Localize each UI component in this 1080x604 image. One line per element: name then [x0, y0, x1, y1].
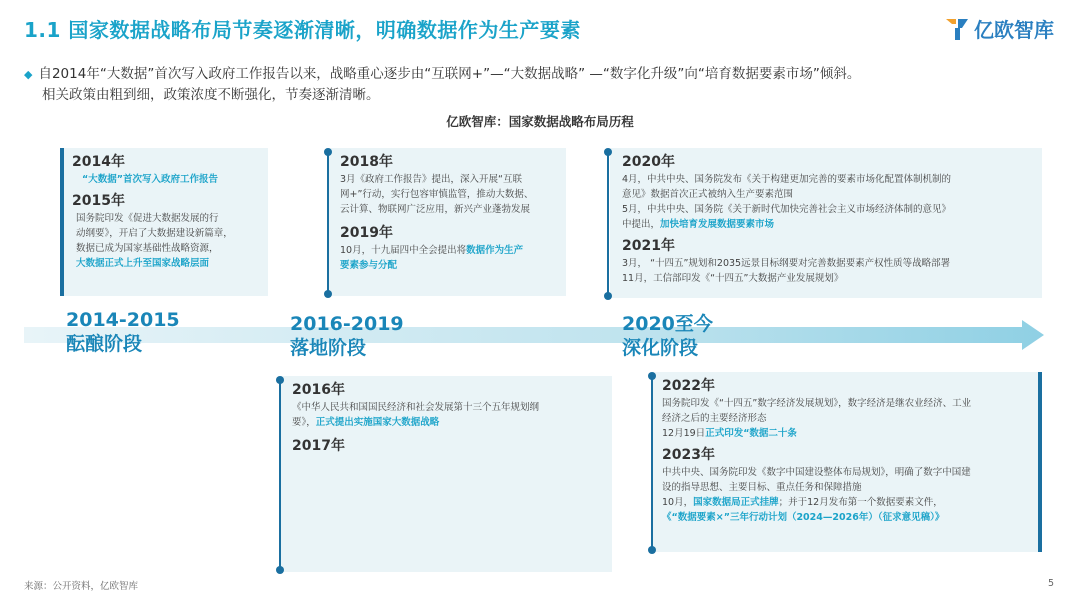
stage-3-years: 2020至今 [622, 313, 713, 335]
box-5-bottom-dot [648, 546, 656, 554]
event-2014: “大数据”首次写入政府工作报告 [82, 174, 218, 185]
event-2018-line-2: 网+”行动，实行包容审慎监管，推动大数据、 [340, 189, 534, 200]
event-box-2014-2015 [60, 148, 268, 296]
box-5-right-accent-bar [1038, 372, 1042, 552]
year-2018: 2018年 [340, 154, 393, 170]
logo [944, 14, 1054, 43]
event-box-2016-2017 [280, 376, 612, 572]
year-2014: 2014年 [72, 154, 125, 170]
event-2022-line-2: 经济之后的主要经济形态 [662, 413, 767, 424]
stage-2-years: 2016-2019 [290, 313, 404, 335]
logo-text: 亿欧智库 [974, 18, 1054, 42]
box-5-timeline-line [651, 376, 653, 548]
box-accent-bar [60, 148, 64, 296]
event-2023-highlight: 国家数据局正式挂牌 [693, 497, 779, 508]
stage-2-name: 落地阶段 [290, 337, 367, 359]
page-title: 1.1 国家数据战略布局节奏逐渐清晰，明确数据作为生产要素 [24, 18, 581, 42]
stage-1-years: 2014-2015 [66, 309, 180, 331]
stage-2-label [290, 312, 404, 360]
event-2015-line-2: 动纲要》，开启了大数据建设新篇章， [76, 228, 233, 239]
stage-3-label [622, 312, 713, 360]
event-2020-text: 中提出， [622, 219, 661, 230]
stage-1-name: 酝酿阶段 [66, 333, 143, 355]
event-2023-line-3 [662, 495, 1040, 510]
diamond-bullet-icon: ◆ [24, 68, 33, 81]
event-2020-line-1: 4月，中共中央、国务院发布《关于构建更加完善的要素市场化配置体制机制的 [622, 174, 952, 185]
event-2015-line-3: 数据已成为国家基础性战略资源， [76, 243, 219, 254]
year-2015: 2015年 [72, 193, 125, 209]
event-2015-line-1: 国务院印发《促进大数据发展的行 [76, 213, 219, 224]
event-2022-line-1: 国务院印发《“十四五”数字经济发展规划》，数字经济是继农业经济、工业 [662, 398, 972, 409]
event-2016-line-2 [292, 415, 608, 430]
box-2-bottom-dot [324, 290, 332, 298]
event-2015-line-4: 大数据正式上升至国家战略层面 [76, 258, 210, 269]
event-2022-line-3 [662, 426, 1040, 441]
box-4-bottom-dot [276, 566, 284, 574]
year-2023: 2023年 [662, 447, 715, 463]
event-2020-line-3: 5月，中共中央、国务院《关于新时代加快完善社会主义市场经济体制的意见》 [622, 204, 952, 215]
event-2023-text: 10月， [662, 497, 694, 508]
event-2016-text: 要》， [292, 417, 316, 428]
event-2021-line-1: 3月， “十四五”规划和2035远景目标纲要对完善数据要素产权性质等战略部署 [622, 258, 951, 269]
event-2019-highlight: 数据作为生产 [466, 245, 524, 256]
box-3-timeline-line [607, 152, 609, 296]
event-2020-line-2: 意见》数据首次正式被纳入生产要素范围 [622, 189, 794, 200]
event-2020-highlight: 加快培育发展数据要素市场 [660, 219, 775, 230]
event-2023-line-4: 《“数据要素×”三年行动计划（2024—2026年）（征求意见稿）》 [662, 512, 945, 523]
event-2019-text: 10月，十九届四中全会提出将 [340, 245, 467, 256]
box-4-timeline-line [279, 380, 281, 568]
stage-3-name: 深化阶段 [622, 337, 699, 359]
event-box-2020-2021 [610, 148, 1042, 298]
event-box-2018-2019 [328, 148, 566, 296]
event-2023-text-rest: ；并于12月发布第一个数据要素文件， [778, 497, 943, 508]
page-number: 5 [1048, 578, 1055, 589]
event-2020-line-4 [622, 217, 1040, 232]
event-2023-line-2: 设的指导思想、主要目标、重点任务和保障措施 [662, 482, 862, 493]
year-2016: 2016年 [292, 382, 345, 398]
box-2-timeline-line [327, 152, 329, 292]
year-2022: 2022年 [662, 378, 715, 394]
box-4-top-dot [276, 376, 284, 384]
box-2-top-dot [324, 148, 332, 156]
event-2022-highlight: 正式印发“数据二十条 [705, 428, 797, 439]
event-2019-line-2: 要素参与分配 [340, 260, 398, 271]
intro-line-1: 自2014年“大数据”首次写入政府工作报告以来，战略重心逐步由“互联网+”—“大数据战略” —“数字化升级”向“培育数据要素市场”倾斜。 [38, 66, 861, 82]
intro-line-2: 相关政策由粗到细，政策浓度不断强化，节奏逐渐清晰。 [42, 87, 380, 103]
event-box-2022-2023 [652, 372, 1042, 552]
event-2019-line-1 [340, 243, 564, 258]
stage-1-label [66, 308, 180, 356]
chart-subtitle: 亿欧智库：国家数据战略布局历程 [446, 114, 634, 129]
year-2017: 2017年 [292, 438, 345, 454]
event-2018-line-3: 云计算、物联网广泛应用，新兴产业蓬勃发展 [340, 204, 531, 215]
event-2018-line-1: 3月《政府工作报告》提出，深入开展“互联 [340, 174, 522, 185]
event-2016-line-1: 《中华人民共和国国民经济和社会发展第十三个五年规划纲 [292, 402, 540, 413]
year-2021: 2021年 [622, 238, 675, 254]
event-2022-text: 12月19日 [662, 428, 706, 439]
intro-paragraph [24, 64, 1054, 105]
year-2020: 2020年 [622, 154, 675, 170]
year-2019: 2019年 [340, 225, 393, 241]
box-3-bottom-dot [604, 292, 612, 300]
source-note: 来源：公开资料，亿欧智库 [24, 581, 139, 592]
box-5-top-dot [648, 372, 656, 380]
event-2021-line-2: 11月，工信部印发《“十四五”大数据产业发展规划》 [622, 273, 844, 284]
event-2016-highlight: 正式提出实施国家大数据战略 [315, 417, 440, 428]
logo-icon [944, 16, 970, 42]
box-3-top-dot [604, 148, 612, 156]
event-2023-line-1: 中共中央、国务院印发《数字中国建设整体布局规划》，明确了数字中国建 [662, 467, 971, 478]
